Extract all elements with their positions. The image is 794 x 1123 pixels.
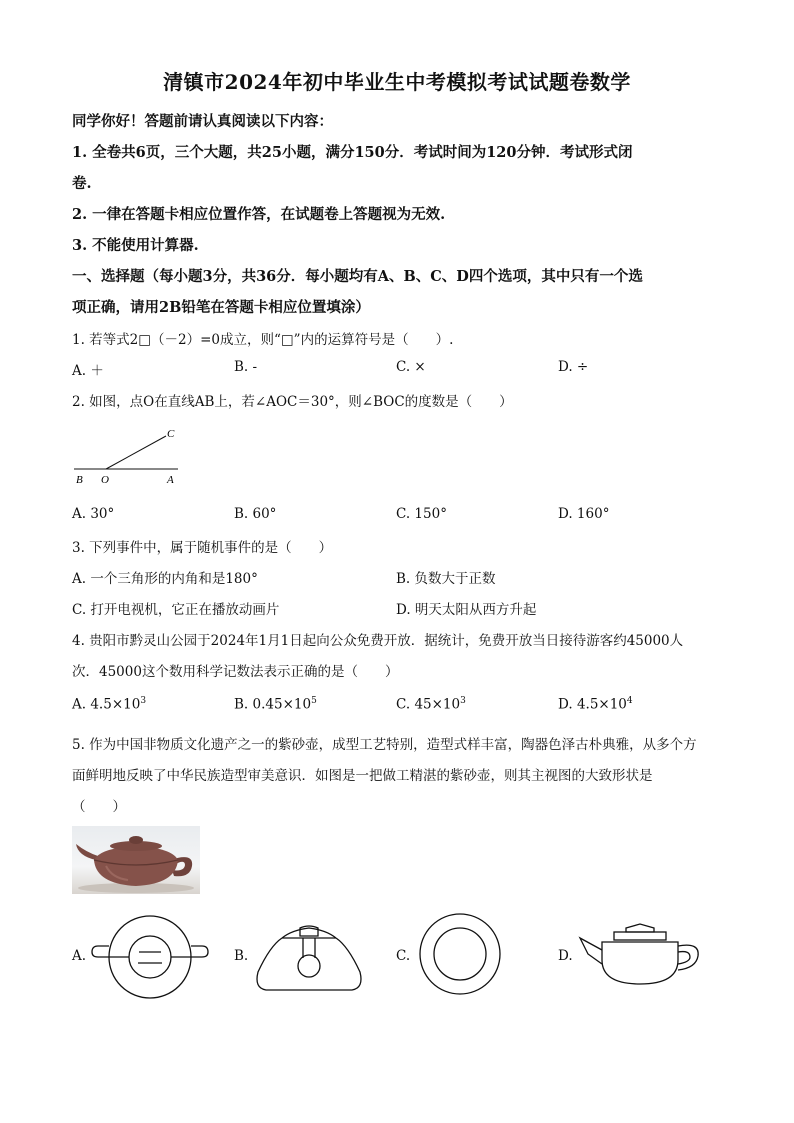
question-2-option-b[interactable]: B. 60° — [234, 506, 277, 522]
question-5-option-c[interactable]: C. — [396, 948, 411, 964]
question-3-stem: 3. 下列事件中，属于随机事件的是（ ） — [72, 540, 333, 556]
question-4-option-d[interactable] — [558, 696, 633, 713]
label-b: B — [76, 474, 83, 486]
question-5-option-a[interactable]: A. — [72, 948, 87, 964]
question-2-option-d[interactable]: D. 160° — [558, 506, 610, 522]
intro-rule-3: 3. 不能使用计算器. — [72, 237, 199, 254]
question-1-option-c[interactable]: C. × — [396, 359, 426, 375]
teapot-view-d — [578, 920, 702, 990]
question-3-option-b[interactable]: B. 负数大于正数 — [396, 571, 496, 587]
question-2-option-a[interactable]: A. 30° — [72, 506, 115, 522]
intro-greeting: 同学你好！答题前请认真阅读以下内容： — [72, 113, 333, 130]
label-a: A — [167, 474, 174, 486]
option-mantissa: 4.5×10 — [576, 696, 627, 713]
question-5-option-b[interactable]: B. — [234, 948, 249, 964]
section-heading: 一、选择题（每小题3分，共36分．每小题均有A、B、C、D四个选项，其中只有一个选 — [72, 268, 643, 285]
option-label: A. — [72, 696, 87, 713]
question-1-stem: 1. 若等式2□（－2）=0成立，则“□”内的运算符号是（ ）. — [72, 332, 454, 348]
question-4-option-b[interactable] — [234, 696, 317, 713]
intro-rule-1-cont: 卷. — [72, 175, 92, 192]
question-1-option-b[interactable]: B. - — [234, 359, 258, 375]
option-exponent: 3 — [140, 696, 147, 706]
question-4-stem-cont: 次．45000这个数用科学记数法表示正确的是（ ） — [72, 664, 399, 680]
question-4-option-a[interactable] — [72, 696, 146, 713]
option-exponent: 3 — [460, 696, 466, 706]
question-1-option-d[interactable]: D. ÷ — [558, 359, 589, 375]
option-label: B. — [234, 696, 249, 713]
option-mantissa: 4.5×10 — [90, 696, 141, 713]
option-exponent: 5 — [311, 696, 317, 706]
label-o: O — [101, 474, 109, 486]
option-label: C. — [396, 696, 411, 713]
teapot-view-b — [252, 914, 366, 994]
intro-rule-1: 1. 全卷共6页，三个大题，共25小题，满分150分．考试时间为120分钟．考试形式闭 — [72, 144, 633, 161]
intro-rule-2: 2. 一律在答题卡相应位置作答，在试题卷上答题视为无效. — [72, 206, 446, 223]
angle-figure — [70, 420, 190, 492]
ray-oc — [106, 436, 166, 469]
exam-title: 清镇市2024年初中毕业生中考模拟考试试题卷数学 — [163, 70, 631, 94]
option-label: D. — [558, 696, 573, 713]
question-4-option-c[interactable] — [396, 696, 466, 713]
teapot-view-a — [90, 912, 212, 1002]
section-heading-cont: 项正确，请用2B铅笔在答题卡相应位置填涂） — [72, 299, 370, 316]
question-5-stem: 5. 作为中国非物质文化遗产之一的紫砂壶，成型工艺特别，造型式样丰富，陶器色泽古朴典雅，从多个方 — [72, 737, 697, 753]
question-2-stem: 2. 如图，点O在直线AB上，若∠AOC＝30°，则∠BOC的度数是（ ） — [72, 394, 513, 410]
label-c: C — [167, 428, 175, 440]
option-mantissa: 0.45×10 — [252, 696, 312, 713]
teapot-photo — [72, 826, 200, 894]
question-3-option-d[interactable]: D. 明天太阳从西方升起 — [396, 602, 537, 618]
question-3-option-a[interactable]: A. 一个三角形的内角和是180° — [72, 571, 258, 587]
teapot-image — [72, 826, 200, 894]
teapot-view-c — [416, 910, 504, 998]
question-3-option-c[interactable]: C. 打开电视机，它正在播放动画片 — [72, 602, 280, 618]
option-exponent: 4 — [626, 696, 633, 706]
question-5-option-d[interactable]: D. — [558, 948, 573, 964]
question-5-stem-end: （ ） — [72, 799, 126, 815]
question-4-stem: 4. 贵阳市黔灵山公园于2024年1月1日起向公众免费开放．据统计，免费开放当日接待游客约45000人 — [72, 633, 684, 649]
question-2-option-c[interactable]: C. 150° — [396, 506, 447, 522]
option-mantissa: 45×10 — [414, 696, 461, 713]
question-5-stem-cont: 面鲜明地反映了中华民族造型审美意识．如图是一把做工精湛的紫砂壶，则其主视图的大致形状是 — [72, 768, 653, 784]
question-1-option-a[interactable]: A. ＋ — [72, 363, 104, 379]
